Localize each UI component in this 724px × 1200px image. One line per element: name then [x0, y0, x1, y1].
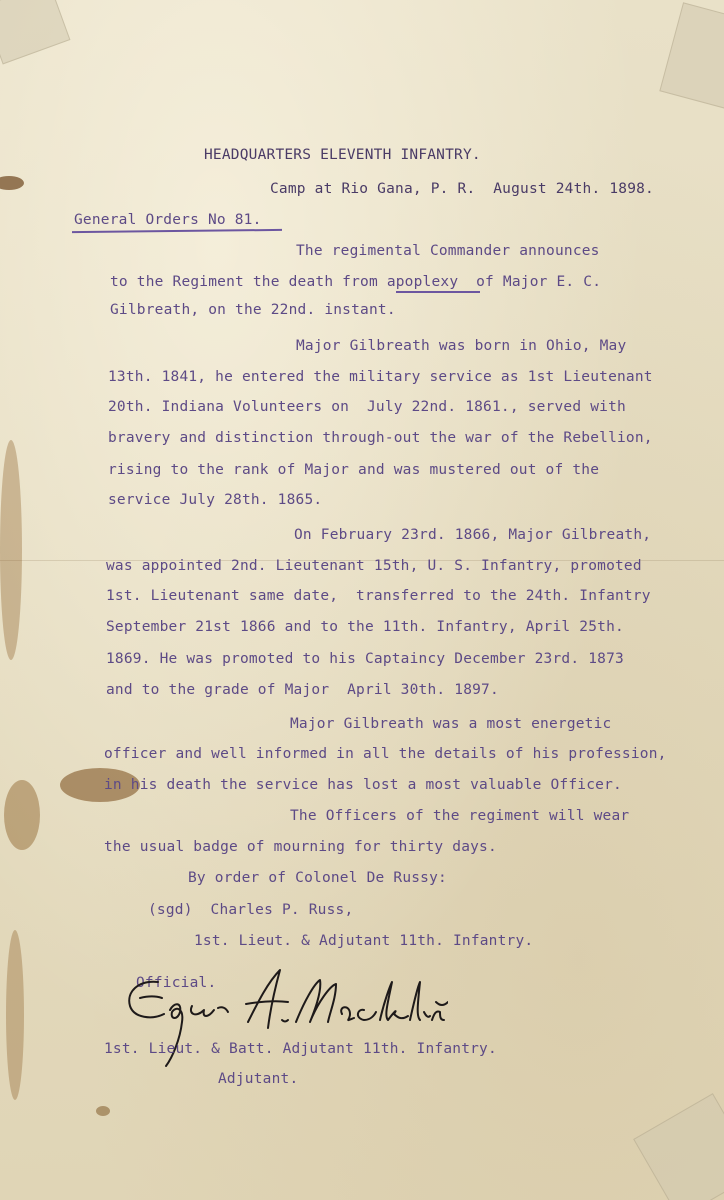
para1-line3: Gilbreath, on the 22nd. instant.: [110, 302, 396, 318]
para3-line2: was appointed 2nd. Lieutenant 15th, U. S. Infantry, promoted: [106, 558, 642, 574]
signed-title-line: 1st. Lieut. & Adjutant 11th. Infantry.: [194, 933, 534, 949]
para3-line4: September 21st 1866 and to the 11th. Infantry, April 25th.: [106, 619, 624, 635]
adjutant-line: Adjutant.: [218, 1071, 299, 1087]
para2-line2: 13th. 1841, he entered the military service as 1st Lieutenant: [108, 369, 653, 385]
by-order-line: By order of Colonel De Russy:: [188, 870, 447, 886]
para2-line5: rising to the rank of Major and was mustered out of the: [108, 462, 600, 478]
para4-line2: officer and well informed in all the details of his profession,: [104, 746, 667, 762]
orders-underline: [72, 229, 282, 233]
para1-line2: to the Regiment the death from apoplexy of Major E. C.: [110, 274, 602, 290]
place-date-line: Camp at Rio Gana, P. R. August 24th. 1898.: [270, 181, 654, 197]
para5-line2: the usual badge of mourning for thirty days.: [104, 839, 497, 855]
tape-piece: [633, 1093, 724, 1200]
water-stain: [6, 930, 24, 1100]
para2-line3: 20th. Indiana Volunteers on July 22nd. 1861., served with: [108, 399, 626, 415]
para3-line1: On February 23rd. 1866, Major Gilbreath,: [294, 527, 652, 543]
tape-piece: [659, 2, 724, 110]
tape-piece: [0, 0, 70, 64]
para2-line1: Major Gilbreath was born in Ohio, May: [296, 338, 627, 354]
rust-stain: [96, 1106, 110, 1116]
para5-line1: The Officers of the regiment will wear: [290, 808, 630, 824]
water-stain: [4, 780, 40, 850]
official-title-line: 1st. Lieut. & Batt. Adjutant 11th. Infantry.: [104, 1041, 497, 1057]
signed-name-line: (sgd) Charles P. Russ,: [148, 902, 354, 918]
water-stain: [0, 440, 22, 660]
para1-line1: The regimental Commander announces: [296, 243, 600, 259]
official-label: Official.: [136, 975, 217, 991]
para3-line6: and to the grade of Major April 30th. 1897.: [106, 682, 499, 698]
rust-stain: [0, 176, 24, 190]
apoplexy-underline: [396, 291, 480, 293]
para2-line4: bravery and distinction through-out the war of the Rebellion,: [108, 430, 653, 446]
headquarters-heading: HEADQUARTERS ELEVENTH INFANTRY.: [204, 147, 481, 163]
general-orders-number: General Orders No 81.: [74, 212, 262, 228]
para3-line5: 1869. He was promoted to his Captaincy December 23rd. 1873: [106, 651, 624, 667]
para4-line1: Major Gilbreath was a most energetic: [290, 716, 612, 732]
para2-line6: service July 28th. 1865.: [108, 492, 323, 508]
para3-line3: 1st. Lieutenant same date, transferred to the 24th. Infantry: [106, 588, 651, 604]
para4-line3: in his death the service has lost a most valuable Officer.: [104, 777, 622, 793]
